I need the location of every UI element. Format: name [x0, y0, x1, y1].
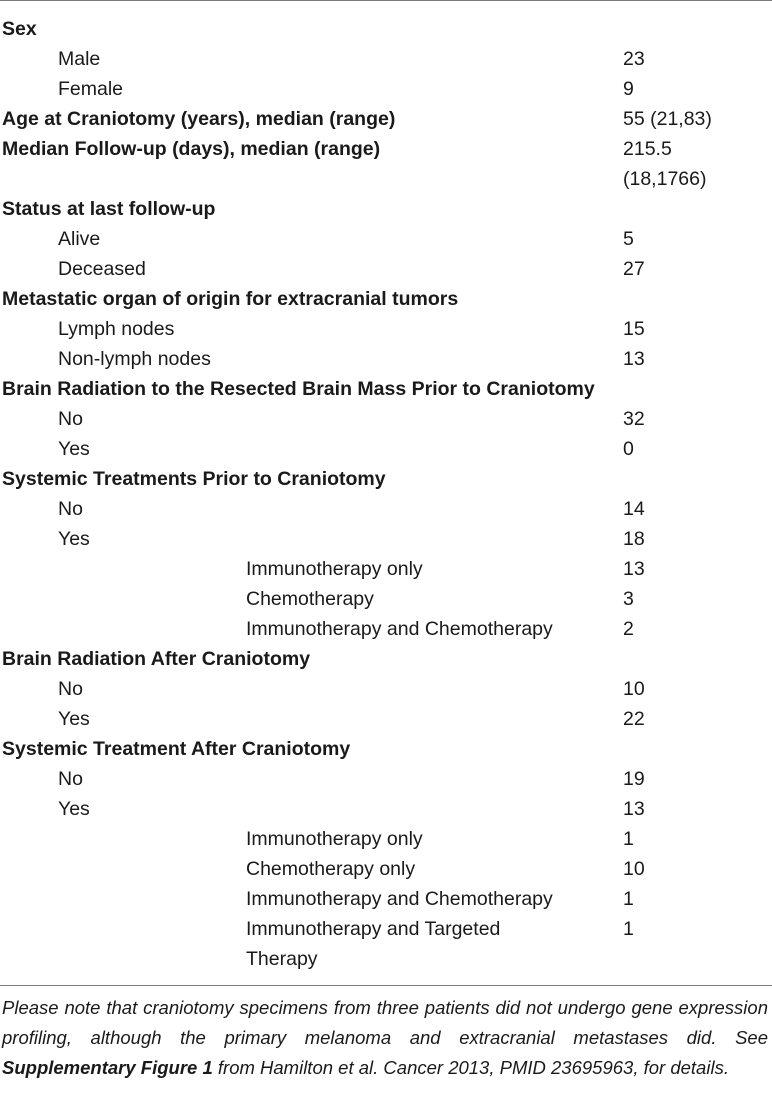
table-top-rule [0, 0, 772, 1]
section-header-row [0, 104, 772, 134]
table-row [0, 674, 772, 704]
table-footnote [2, 993, 768, 1083]
footnote-text-end: from Hamilton et al. Cancer 2013, PMID 23695963, for details. [212, 1057, 729, 1078]
row-label: No [58, 498, 83, 520]
row-value: 5 [623, 228, 634, 250]
row-label: Deceased [58, 258, 146, 280]
row-label: Yes [58, 528, 90, 550]
row-value: 32 [623, 408, 645, 430]
row-value: 22 [623, 708, 645, 730]
row-value: 23 [623, 48, 645, 70]
section-header-row [0, 644, 772, 674]
table-row [0, 914, 772, 974]
row-value: 2 [623, 618, 634, 640]
table-row [0, 554, 772, 584]
table-row [0, 824, 772, 854]
row-value: 3 [623, 588, 634, 610]
row-value: 13 [623, 558, 645, 580]
table-row [0, 74, 772, 104]
row-label: No [58, 678, 83, 700]
row-value: 55 (21,83) [623, 108, 712, 130]
footnote-text-start: Please note that craniotomy specimens from three patients did not undergo gene expression profiling, although the primary melanoma and extracranial metastases did. See [2, 997, 768, 1048]
row-label: No [58, 768, 83, 790]
section-label: Systemic Treatment After Craniotomy [2, 738, 351, 760]
row-value: 10 [623, 858, 645, 880]
row-label: Male [58, 48, 101, 70]
row-value: 14 [623, 498, 645, 520]
row-value: 13 [623, 798, 645, 820]
table-row [0, 704, 772, 734]
section-label: Median Follow-up (days), median (range) [2, 138, 381, 160]
section-header-row [0, 134, 772, 194]
section-header-row [0, 374, 772, 404]
row-label-continued: Therapy [246, 948, 318, 970]
section-header-row [0, 464, 772, 494]
table-row [0, 434, 772, 464]
row-value: 10 [623, 678, 645, 700]
row-label: Yes [58, 438, 90, 460]
table-row [0, 524, 772, 554]
table-row [0, 584, 772, 614]
row-label: Chemotherapy only [246, 858, 416, 880]
row-label: Yes [58, 798, 90, 820]
section-header-row [0, 734, 772, 764]
section-header-row [0, 14, 772, 44]
row-value: 15 [623, 318, 645, 340]
row-label: Female [58, 78, 124, 100]
row-label: Immunotherapy and Chemotherapy [246, 888, 553, 910]
row-value: 215.5 [623, 138, 672, 160]
section-label: Status at last follow-up [2, 198, 216, 220]
row-value: 27 [623, 258, 645, 280]
row-value: 1 [623, 828, 634, 850]
row-value: 0 [623, 438, 634, 460]
row-label: Immunotherapy and Chemotherapy [246, 618, 553, 640]
section-label: Metastatic organ of origin for extracranial tumors [2, 288, 459, 310]
table-row [0, 344, 772, 374]
table-row [0, 614, 772, 644]
table-row [0, 254, 772, 284]
section-label: Sex [2, 18, 37, 40]
table-row [0, 404, 772, 434]
row-value: 13 [623, 348, 645, 370]
section-label: Systemic Treatments Prior to Craniotomy [2, 468, 386, 490]
row-value: 9 [623, 78, 634, 100]
row-value: 19 [623, 768, 645, 790]
row-value: 18 [623, 528, 645, 550]
section-label: Brain Radiation to the Resected Brain Mass Prior to Craniotomy [2, 378, 595, 400]
section-label: Age at Craniotomy (years), median (range) [2, 108, 396, 130]
table-row [0, 854, 772, 884]
row-label: Immunotherapy and Targeted [246, 918, 501, 940]
row-label: Immunotherapy only [246, 828, 423, 850]
section-header-row [0, 284, 772, 314]
table-row [0, 44, 772, 74]
row-value-continued: (18,1766) [623, 168, 707, 190]
section-header-row [0, 194, 772, 224]
table-row [0, 884, 772, 914]
row-label: No [58, 408, 83, 430]
table-bottom-rule [0, 985, 772, 986]
table-row [0, 224, 772, 254]
section-label: Brain Radiation After Craniotomy [2, 648, 311, 670]
row-label: Non-lymph nodes [58, 348, 211, 370]
row-value: 1 [623, 888, 634, 910]
footnote-figure-reference: Supplementary Figure 1 [2, 1057, 213, 1078]
table-row [0, 314, 772, 344]
row-value: 1 [623, 918, 634, 940]
row-label: Immunotherapy only [246, 558, 423, 580]
row-label: Alive [58, 228, 101, 250]
row-label: Yes [58, 708, 90, 730]
row-label: Lymph nodes [58, 318, 175, 340]
table-row [0, 794, 772, 824]
table-row [0, 764, 772, 794]
row-label: Chemotherapy [246, 588, 374, 610]
table-row [0, 494, 772, 524]
